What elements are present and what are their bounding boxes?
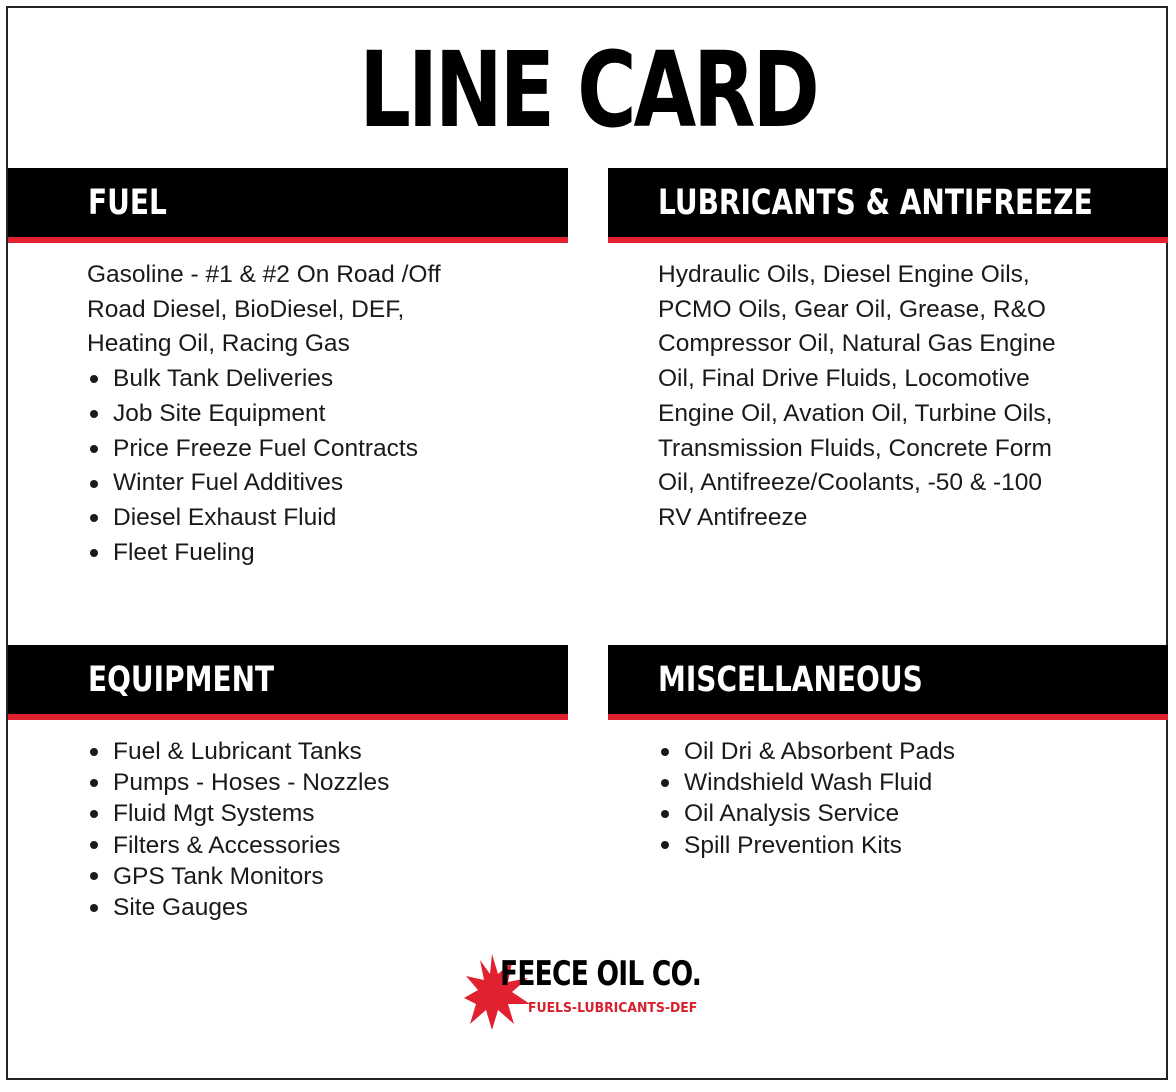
list-item: Price Freeze Fuel Contracts bbox=[87, 432, 557, 467]
section-body-fuel bbox=[87, 258, 557, 570]
equipment-list bbox=[87, 736, 557, 923]
list-item: Fleet Fueling bbox=[87, 536, 557, 571]
fuel-intro-line: Road Diesel, BioDiesel, DEF, bbox=[87, 295, 405, 323]
section-header-miscellaneous bbox=[608, 645, 1168, 720]
lubricants-text-line: Oil, Antifreeze/Coolants, -50 & -100 bbox=[658, 469, 1043, 497]
list-item: Oil Dri & Absorbent Pads bbox=[658, 736, 1138, 767]
list-item: Oil Analysis Service bbox=[658, 798, 1138, 829]
list-item: Job Site Equipment bbox=[87, 397, 557, 432]
list-item: Pumps - Hoses - Nozzles bbox=[87, 767, 557, 798]
list-item: GPS Tank Monitors bbox=[87, 861, 557, 892]
list-item: Winter Fuel Additives bbox=[87, 466, 557, 501]
section-header-equipment bbox=[8, 645, 568, 720]
lubricants-text-line: Compressor Oil, Natural Gas Engine bbox=[658, 330, 1056, 358]
section-header-fuel bbox=[8, 168, 568, 243]
fuel-intro-line: Heating Oil, Racing Gas bbox=[87, 330, 350, 358]
list-item: Diesel Exhaust Fluid bbox=[87, 501, 557, 536]
logo-name: FEECE OIL CO. bbox=[500, 954, 702, 994]
fuel-intro-line: Gasoline - #1 & #2 On Road /Off bbox=[87, 261, 441, 288]
lubricants-text-line: PCMO Oils, Gear Oil, Grease, R&O bbox=[658, 295, 1046, 323]
list-item: Filters & Accessories bbox=[87, 830, 557, 861]
lubricants-text-line: Engine Oil, Avation Oil, Turbine Oils, bbox=[658, 399, 1053, 427]
lubricants-text-line: Hydraulic Oils, Diesel Engine Oils, bbox=[658, 261, 1030, 288]
list-item: Fluid Mgt Systems bbox=[87, 798, 557, 829]
list-item: Site Gauges bbox=[87, 892, 557, 923]
logo-tagline: FUELS-LUBRICANTS-DEF bbox=[528, 1000, 698, 1016]
section-heading: LUBRICANTS & ANTIFREEZE bbox=[658, 183, 1093, 223]
list-item: Spill Prevention Kits bbox=[658, 830, 1138, 861]
fuel-list bbox=[87, 362, 557, 570]
section-header-lubricants bbox=[608, 168, 1168, 243]
section-heading: EQUIPMENT bbox=[88, 660, 275, 700]
section-body-lubricants bbox=[658, 258, 1158, 536]
list-item: Bulk Tank Deliveries bbox=[87, 362, 557, 397]
section-body-miscellaneous bbox=[658, 736, 1138, 861]
section-heading: MISCELLANEOUS bbox=[658, 660, 923, 700]
list-item: Fuel & Lubricant Tanks bbox=[87, 736, 557, 767]
company-logo bbox=[462, 952, 722, 1032]
page-title: LINE CARD bbox=[359, 29, 817, 151]
lubricants-text-line: Transmission Fluids, Concrete Form bbox=[658, 434, 1052, 462]
miscellaneous-list bbox=[658, 736, 1138, 861]
section-body-equipment bbox=[87, 736, 557, 923]
lubricants-text-line: RV Antifreeze bbox=[658, 503, 808, 531]
lubricants-text-line: Oil, Final Drive Fluids, Locomotive bbox=[658, 365, 1030, 393]
list-item: Windshield Wash Fluid bbox=[658, 767, 1138, 798]
section-heading: FUEL bbox=[88, 183, 167, 223]
